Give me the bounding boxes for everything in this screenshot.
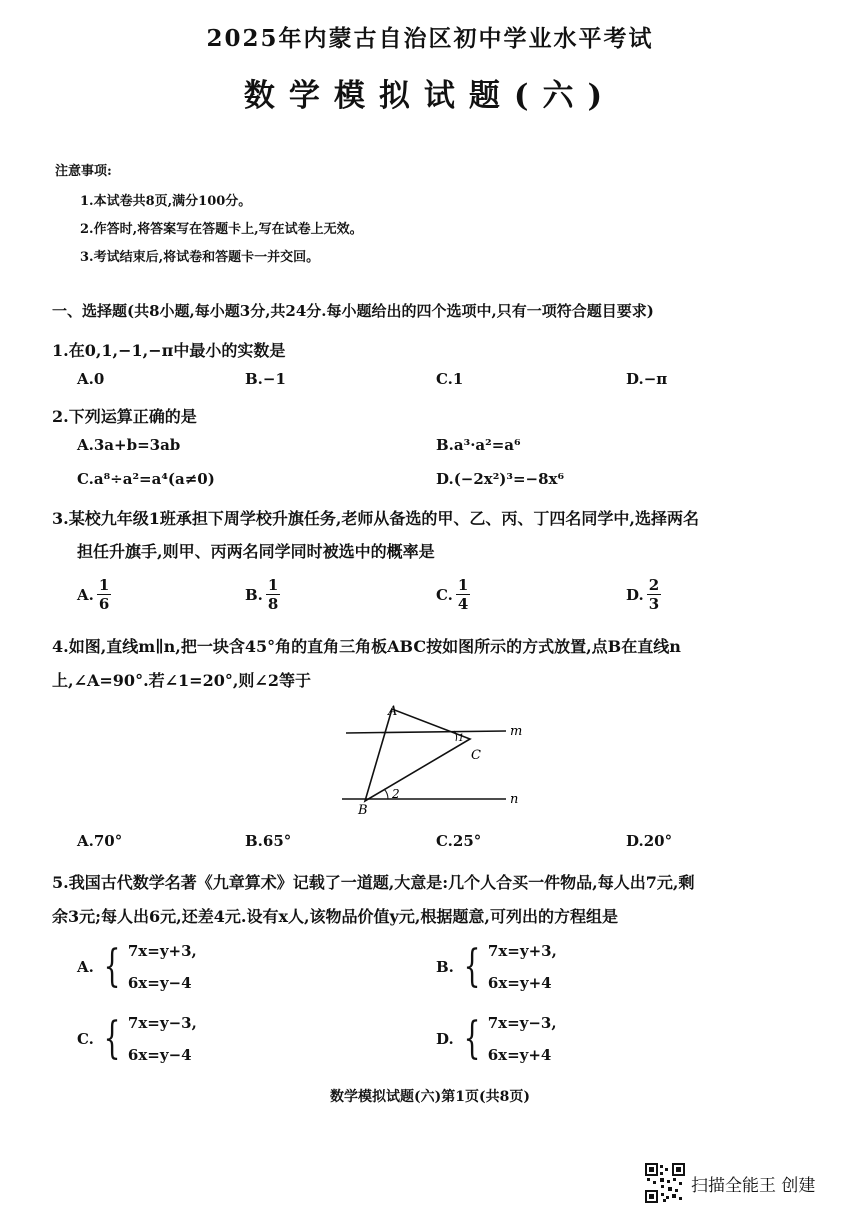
q3-option-b — [245, 576, 280, 613]
angle-2-arc — [384, 789, 388, 799]
equation: 6x=y−4 — [127, 974, 192, 992]
q5-option-c — [77, 1014, 197, 1064]
q5-option-a — [77, 942, 197, 992]
fraction — [97, 576, 111, 613]
qr-code-icon — [645, 1163, 685, 1203]
q4-option-d: D.20° — [626, 832, 673, 850]
q2-option-d: D.(−2x²)³=−8x⁶ — [436, 470, 565, 488]
page-footer: 数学模拟试题(六)第1页(共8页) — [330, 1089, 530, 1105]
paper-title: 数学模拟试题(六) — [243, 78, 617, 114]
q3-option-c — [436, 576, 470, 613]
denominator: 3 — [648, 595, 660, 613]
equation: 6x=y+4 — [487, 974, 552, 992]
label-angle-2: 2 — [392, 787, 400, 801]
exam-title: 2025年内蒙古自治区初中学业水平考试 — [206, 25, 654, 52]
equation: 6x=y+4 — [487, 1046, 552, 1064]
option-label: D. — [436, 1030, 454, 1048]
q4-option-c: C.25° — [436, 832, 482, 850]
option-label: A. — [77, 585, 94, 604]
question-4-stem-line1: 4.如图,直线m∥n,把一块含45°角的直角三角板ABC按如图所示的方式放置,点B在直线n — [52, 637, 681, 656]
section-heading: 一、选择题(共8小题,每小题3分,共24分.每小题给出的四个选项中,只有一项符合题目要求) — [52, 302, 654, 320]
denominator: 8 — [267, 595, 279, 613]
option-label: A. — [77, 958, 94, 976]
label-n: n — [510, 792, 519, 807]
label-angle-1: 1 — [458, 733, 465, 744]
triangle-figure — [330, 695, 530, 825]
question-5-stem-line2: 余3元;每人出6元,还差4元.设有x人,该物品价值y元,根据题意,可列出的方程组是 — [52, 907, 618, 926]
equation: 6x=y−4 — [127, 1046, 192, 1064]
notice-heading: 注意事项: — [55, 164, 112, 179]
equation: 7x=y−3, — [487, 1014, 557, 1032]
fraction — [647, 576, 661, 613]
numerator: 1 — [98, 576, 110, 594]
label-a: A — [388, 704, 398, 719]
triangle-abc — [365, 709, 470, 801]
q5-option-d — [436, 1014, 557, 1064]
q4-option-b: B.65° — [245, 832, 292, 850]
question-4-stem-line2: 上,∠A=90°.若∠1=20°,则∠2等于 — [52, 671, 311, 690]
numerator: 1 — [457, 576, 469, 594]
equation: 7x=y+3, — [487, 942, 557, 960]
numerator: 2 — [648, 576, 660, 594]
q3-option-d — [626, 576, 661, 613]
label-m: m — [510, 724, 523, 739]
q2-option-a: A.3a+b=3ab — [77, 436, 181, 454]
question-3-stem-line2: 担任升旗手,则甲、丙两名同学同时被选中的概率是 — [77, 542, 435, 561]
option-label: D. — [626, 585, 644, 604]
equation: 7x=y−3, — [127, 1014, 197, 1032]
q1-option-b: B.−1 — [245, 370, 286, 388]
option-label: B. — [245, 585, 263, 604]
notice-item: 2.作答时,将答案写在答题卡上,写在试卷上无效。 — [80, 222, 363, 237]
q1-option-a: A.0 — [77, 370, 105, 388]
fraction — [266, 576, 280, 613]
equation: 7x=y+3, — [127, 942, 197, 960]
question-5-stem-line1: 5.我国古代数学名著《九章算术》记载了一道题,大意是:几个人合买一件物品,每人出7元,剩 — [52, 873, 695, 892]
brace-icon: { — [463, 941, 481, 992]
watermark-text: 扫描全能王 创建 — [691, 1175, 816, 1196]
label-c: C — [471, 748, 481, 763]
option-label: C. — [436, 585, 453, 604]
brace-icon: { — [103, 941, 121, 992]
question-1-stem: 1.在0,1,−1,−π中最小的实数是 — [52, 341, 286, 360]
brace-icon: { — [103, 1013, 121, 1064]
notice-item: 3.考试结束后,将试卷和答题卡一并交回。 — [80, 250, 320, 265]
q4-option-a: A.70° — [77, 832, 123, 850]
numerator: 1 — [267, 576, 279, 594]
denominator: 6 — [98, 595, 110, 613]
q5-option-b — [436, 942, 557, 992]
fraction — [456, 576, 470, 613]
q2-option-b: B.a³·a²=a⁶ — [436, 436, 521, 454]
q2-option-c: C.a⁸÷a²=a⁴(a≠0) — [77, 470, 215, 488]
option-label: C. — [77, 1030, 94, 1048]
q1-option-c: C.1 — [436, 370, 464, 388]
label-b: B — [358, 803, 368, 818]
question-3-stem-line1: 3.某校九年级1班承担下周学校升旗任务,老师从备选的甲、乙、丙、丁四名同学中,选择两名 — [52, 509, 699, 528]
notice-item: 1.本试卷共8页,满分100分。 — [80, 194, 252, 209]
q3-option-a — [77, 576, 111, 613]
question-2-stem: 2.下列运算正确的是 — [52, 407, 197, 426]
brace-icon: { — [463, 1013, 481, 1064]
q1-option-d: D.−π — [626, 370, 668, 388]
scanner-watermark — [645, 1163, 815, 1203]
line-m — [346, 731, 506, 733]
denominator: 4 — [457, 595, 469, 613]
option-label: B. — [436, 958, 454, 976]
